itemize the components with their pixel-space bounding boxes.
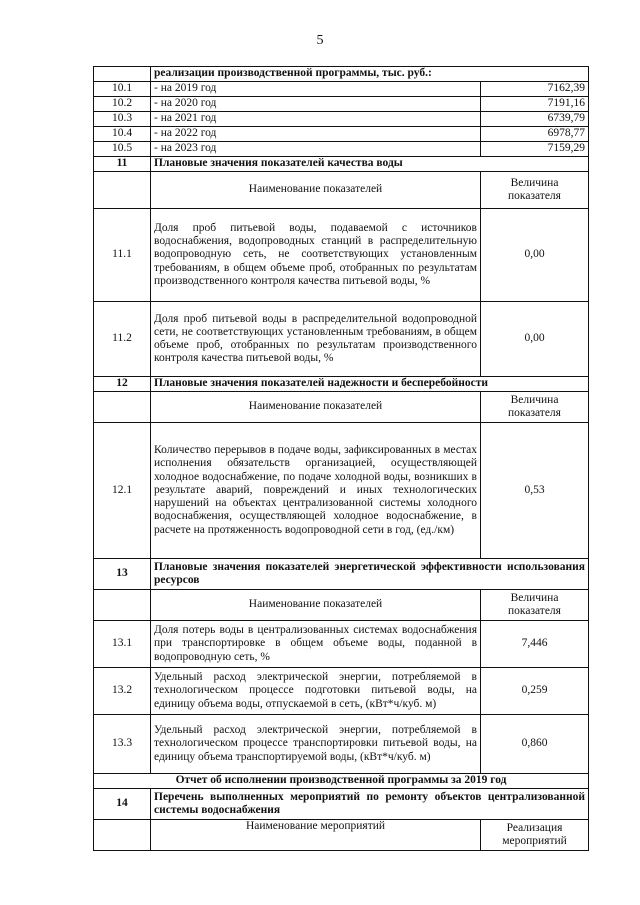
column-header-row — [94, 820, 589, 851]
table-row: 10.2 - на 2020 год 7191,16 — [94, 97, 589, 112]
table-row: 13.2 Удельный расход электрической энергии, потребляемой в технологическом процессе подготовки питьевой воды, на единицу объема воды, отпускаемой в сеть, (кВт*ч/куб. м) 0,259 — [94, 668, 589, 715]
table-row — [94, 67, 589, 82]
table-row: 11.1 Доля проб питьевой воды, подаваемой с источников водоснабжения, водопроводных станций в распределительную водопроводную сеть, не соответствующих установленным требованиям, в общем объеме проб, отобранных по результатам производственного контроля качества питьевой воды, % 0,00 — [94, 209, 589, 302]
section-10-caption: реализации производственной программы, тыс. руб.: — [151, 67, 589, 82]
column-header-name: Наименование мероприятий — [151, 820, 481, 851]
indicators-table — [93, 66, 589, 851]
section-title: Плановые значения показателей качества воды — [151, 157, 589, 172]
column-header-row — [94, 590, 589, 621]
column-header-name: Наименование показателей — [151, 172, 481, 209]
table-row: 13.1 Доля потерь воды в централизованных системах водоснабжения при транспортировке в общем объеме воды, поданной в водопроводную сеть, % 7,446 — [94, 621, 589, 668]
section-header-row: 12 Плановые значения показателей надежности и бесперебойности — [94, 377, 589, 392]
column-header-value: Величина показателя — [481, 590, 589, 621]
table-row: 10.1 - на 2019 год 7162,39 — [94, 82, 589, 97]
report-title: Отчет об исполнении производственной программы за 2019 год — [94, 774, 589, 789]
section-header-row: 14 Перечень выполненных мероприятий по ремонту объектов централизованной системы водоснабжения — [94, 789, 589, 820]
section-header-row: 11 Плановые значения показателей качества воды — [94, 157, 589, 172]
column-header-value: Величина показателя — [481, 392, 589, 423]
column-header-name: Наименование показателей — [151, 590, 481, 621]
table-row: 10.4 - на 2022 год 6978,77 — [94, 127, 589, 142]
table-row: 10.3 - на 2021 год 6739,79 — [94, 112, 589, 127]
column-header-row — [94, 172, 589, 209]
column-header-value: Реализация мероприятий — [481, 820, 589, 851]
table-row: 12.1 Количество перерывов в подаче воды, зафиксированных в местах исполнения обязательств организацией, осуществляющей холодное водоснабжение, по подаче холодной воды, возникших в результате аварий, повреждений и иных технологических нарушений на объектах централизованной системы холодного водоснабжения, осуществляющей холодное водоснабжение, в расчете на протяженность водопроводной сети в год, (ед./км) 0,53 — [94, 423, 589, 559]
section-header-row: 13 Плановые значения показателей энергетической эффективности использования ресурсов — [94, 559, 589, 590]
table-row: 10.5 - на 2023 год 7159,29 — [94, 142, 589, 157]
section-title: Перечень выполненных мероприятий по ремонту объектов централизованной системы водоснабжения — [151, 789, 589, 820]
table-row: 13.3 Удельный расход электрической энергии, потребляемой в технологическом процессе транспортировки питьевой воды, на единицу объема транспортируемой воды, (кВт*ч/куб. м) 0,860 — [94, 715, 589, 774]
column-header-row — [94, 392, 589, 423]
column-header-value: Величина показателя — [481, 172, 589, 209]
table-row: 11.2 Доля проб питьевой воды в распределительной водопроводной сети, не соответствующих установленным требованиям, в общем объеме проб, отобранных по результатам производственного контроля качества питьевой воды, % 0,00 — [94, 302, 589, 377]
page-number: 5 — [316, 33, 324, 48]
column-header-name: Наименование показателей — [151, 392, 481, 423]
section-title: Плановые значения показателей надежности и бесперебойности — [151, 377, 589, 392]
report-title-row — [94, 774, 589, 789]
section-title: Плановые значения показателей энергетической эффективности использования ресурсов — [151, 559, 589, 590]
